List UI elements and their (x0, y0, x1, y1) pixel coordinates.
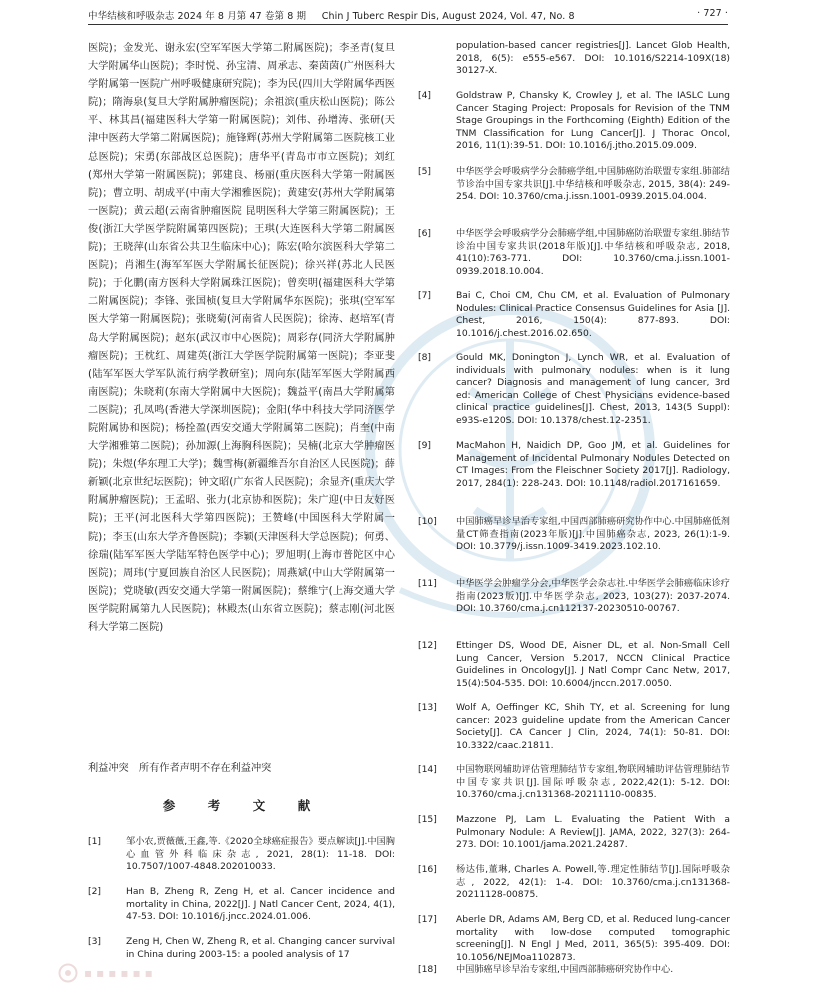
reference-number: [11] (418, 578, 437, 589)
reference-number: [3] (88, 936, 102, 947)
reference-number: [12] (418, 640, 437, 651)
reference-text: MacMahon H, Naidich DP, Goo JM, et al. Guidelines for Management of Incidental Pulmonary Nodules Detected on CT Images: From the Fleischner Society 2017[J]. Radiology, 2017, 284(1): 228-243. DOI: 10.1148/radiol.2017161659. (456, 440, 730, 489)
reference-item (88, 936, 395, 962)
reference-number: [14] (418, 764, 437, 775)
reference-number: [18] (418, 964, 437, 975)
reference-item (418, 516, 730, 578)
left-column (88, 40, 395, 962)
reference-text: Han B, Zheng R, Zeng H, et al. Cancer incidence and mortality in China, 2022[J]. J Natl Cancer Cent, 2024, 4(1), 47-53. DOI: 10.1016/j.jncc.2024.01.006. (126, 886, 395, 923)
reference-text: 邹小农,贾薇薇,王鑫,等.《2020全球癌症报告》要点解读[J].中国胸心血管外科临床杂志, 2021, 28(1): 11-18. DOI: 10.7507/1007-4848.202010033. (126, 836, 395, 873)
page-number: · 727 · (697, 8, 728, 19)
reference-number: [10] (418, 516, 437, 527)
reference-text: Bai C, Choi CM, Chu CM, et al. Evaluation of Pulmonary Nodules: Clinical Practice Consensus Guidelines for Asia [J]. Chest, 2016, 150(4): 877-893. DOI: 10.1016/j.chest.2016.02.650. (456, 290, 730, 339)
author-affiliations: 医院)；金发光、谢永宏(空军军医大学第二附属医院)；李圣青(复旦大学附属华山医院)；李时悦、孙宝清、周承志、秦茵茵(广州医科大学附属第一医院广州呼吸健康研究院)；李为民(四川大学附属华西医院)；隋海泉(复旦大学附属肿瘤医院)；余祖滨(重庆松山医院)；陈公平、林其昌(福建医科大学第一附属医院)；刘伟、孙增涛、张研(天津中医药大学第二附属医院)；施锋辉(苏州大学附属第二医院核工业总医院)；宋勇(东部战区总医院)；唐华平(青岛市市立医院)；刘红(郑州大学第一附属医院)；郭建良、杨丽(重庆医科大学第一附属医院)；曹立明、胡成平(中南大学湘雅医院)；黄建安(苏州大学附属第一医院)；黄云超(云南省肿瘤医院 昆明医科大学第三附属医院)；王俊(浙江大学医学院附属第四医院)；王琪(大连医科大学第二附属医院)；王晓萍(山东省公共卫生临床中心)；陈宏(哈尔滨医科大学第二医院)；肖湘生(海军军医大学附属长征医院)；徐兴祥(苏北人民医院)；于化鹏(南方医科大学附属珠江医院)；曾奕明(福建医科大学第二附属医院)；李锋、张国桢(复旦大学附属华东医院)；张琪(空军军医大学第一附属医院)；张晓菊(河南省人民医院)；徐涛、赵培军(青岛大学附属医院)；赵东(武汉市中心医院)；周彩存(同济大学附属肿瘤医院)；王枕红、周建英(浙江大学医学院附属第一医院)；李亚斐(陆军军医大学军队流行病学教研室)；周向东(陆军军医大学附属西南医院)；朱晓莉(东南大学附属中大医院)；魏益平(南昌大学附属第二医院)；孔凤鸣(香港大学深圳医院)；金阳(华中科技大学同济医学院附属协和医院)；杨拴盈(西安交通大学附属第二医院)；肖奎(中南大学湘雅第二医院)；孙加源(上海胸科医院)；吴楠(北京大学肿瘤医院)；朱煜(华东理工大学)；魏雪梅(新疆维吾尔自治区人民医院)；薛新颖(北京世纪坛医院)；钟文昭(广东省人民医院)；余显齐(重庆大学附属肿瘤医院)；王孟昭、张力(北京协和医院)；朱广迎(中日友好医院)；王平(河北医科大学第四医院)；王赞峰(中国医科大学附属一院)；李玉(山东大学齐鲁医院)；李颖(天津医科大学总医院)；何勇、徐瑞(陆军军医大学陆军特色医学中心)；罗旭明(上海市普陀区中心医院)；周玮(宁夏回族自治区人民医院)；周燕斌(中山大学附属第一医院)；党晓敏(西安交通大学第一附属医院)；蔡维宁(上海交通大学医学院附属第九人民医院)；林殿杰(山东省立医院)；蔡志刚(河北医科大学第二医院) (88, 43, 395, 633)
footer-journal-logo (58, 960, 248, 986)
reference-item (418, 864, 730, 914)
reference-text: Ettinger DS, Wood DE, Aisner DL, et al. Non-Small Cell Lung Cancer, Version 5.2017, NCCN Clinical Practice Guidelines in Oncology[J]. J Natl Compr Canc Netw, 2017, 15(4):504-535. DOI: 10.6004/jnccn.2017.0050. (456, 640, 730, 689)
right-column (418, 40, 730, 978)
reference-number: [16] (418, 864, 437, 875)
reference-number: [13] (418, 702, 437, 713)
reference-item (418, 702, 730, 764)
reference-number: [17] (418, 914, 437, 925)
reference-text: Gould MK, Donington J, Lynch WR, et al. Evaluation of individuals with pulmonary nodules: when is it lung cancer? Diagnosis and management of lung cancer, 3rd ed: American College of Chest Physicians evidence-based clinical practice guidelines[J]. Chest, 2013, 143(5 Suppl): e93S-e120S. DOI: 10.1378/chest.12-2351. (456, 352, 730, 426)
reference-item (418, 964, 730, 978)
conflict-of-interest: 利益冲突 所有作者声明不存在利益冲突 (88, 763, 272, 774)
journal-seal-icon (58, 963, 78, 983)
reference-item (418, 640, 730, 702)
reference-item (418, 440, 730, 516)
reference-text: Mazzone PJ, Lam L. Evaluating the Patient With a Pulmonary Nodule: A Review[J]. JAMA, 2022, 327(3): 264-273. DOI: 10.1001/jama.2021.24287. (456, 814, 730, 851)
reference-text: Goldstraw P, Chansky K, Crowley J, et al. The IASLC Lung Cancer Staging Project: Proposals for Revision of the TNM Stage Groupings in the Forthcoming (Eighth) Edition of the TNM Classification for Lung Cancer[J]. J Thorac Oncol, 2016, 11(1):39-51. DOI: 10.1016/j.jtho.2015.09.009. (456, 90, 730, 152)
footer-logo-text-icon: ▪▪▪▪▪▪ (84, 966, 157, 980)
reference-text: population-based cancer registries[J]. Lancet Glob Health, 2018, 6(5): e555-e567. DOI: 10.1016/S2214-109X(18) 30127-X. (456, 40, 730, 77)
reference-text: 中华医学会肿瘤学分会,中华医学会杂志社.中华医学会肺癌临床诊疗指南(2023版)[J].中华医学杂志, 2023, 103(27): 2037-2074. DOI: 10.3760/cma.j.cn112137-20230510-00767. (456, 578, 730, 615)
reference-item (418, 290, 730, 352)
journal-title-en: Chin J Tuberc Respir Dis, August 2024, Vol. 47, No. 8 (321, 11, 575, 22)
reference-item (418, 764, 730, 814)
reference-number: [6] (418, 228, 432, 239)
reference-text: 中国肺癌早诊早治专家组,中国西部肺癌研究协作中心.中国肺癌低剂量CT筛查指南(2023年版)[J].中国肺癌杂志, 2023, 26(1):1-9. DOI: 10.3779/j.issn.1009-3419.2023.102.10. (456, 516, 730, 553)
reference-number: [9] (418, 440, 432, 451)
reference-text: Aberle DR, Adams AM, Berg CD, et al. Reduced lung-cancer mortality with low-dose computed tomographic screening[J]. N Engl J Med, 2011, 365(5): 395-409. DOI: 10.1056/NEJMoa1102873. (456, 914, 730, 963)
reference-text: Wolf A, Oeffinger KC, Shih TY, et al. Screening for lung cancer: 2023 guideline update from the American Cancer Society[J]. CA Cancer J Clin, 2024, 74(1): 50-81. DOI: 10.3322/caac.21811. (456, 702, 730, 751)
reference-list-right (418, 40, 730, 978)
reference-item (88, 836, 395, 886)
reference-text: 中国肺癌早诊早治专家组,中国西部肺癌研究协作中心. (456, 964, 674, 975)
reference-text: 中华医学会呼吸病学分会肺癌学组,中国肺癌防治联盟专家组.肺部结节诊治中国专家共识[J].中华结核和呼吸杂志, 2015, 38(4): 249-254. DOI: 10.3760/cma.j.issn.1001-0939.2015.04.004. (456, 166, 730, 203)
reference-item (88, 886, 395, 936)
reference-item (418, 914, 730, 964)
reference-item (418, 40, 730, 90)
journal-title-cn: 中华结核和呼吸杂志 2024 年 8 月第 47 卷第 8 期 (88, 11, 307, 22)
reference-number: [5] (418, 166, 432, 177)
reference-item (418, 814, 730, 864)
reference-text: 杨达伟,董琳, Charles A. Powell,等.理定性肺结节[J].国际呼吸杂志, 2022, 42(1): 1-4. DOI: 10.3760/cma.j.cn131368-20211128-00875. (456, 864, 730, 901)
reference-number: [7] (418, 290, 432, 301)
reference-item (418, 578, 730, 640)
reference-number: [8] (418, 352, 432, 363)
reference-item (418, 90, 730, 166)
reference-text: 中国物联网辅助评估管理肺结节专家组,物联网辅助评估管理肺结节中国专家共识[J].国际呼吸杂志, 2022,42(1): 5-12. DOI: 10.3760/cma.j.cn131368-20211110-00835. (456, 764, 730, 801)
reference-number: [1] (88, 836, 102, 847)
reference-text: 中华医学会呼吸病学分会肺癌学组,中国肺癌防治联盟专家组.肺结节诊治中国专家共识(2018年版)[J].中华结核和呼吸杂志, 2018, 41(10):763-771. DOI: 10.3760/cma.j.issn.1001-0939.2018.10.004. (456, 228, 730, 277)
running-header (88, 8, 728, 22)
reference-item (418, 166, 730, 228)
reference-item (418, 228, 730, 290)
header-rule (88, 24, 728, 25)
reference-list-left (88, 836, 395, 962)
reference-number: [2] (88, 886, 102, 897)
reference-number (418, 40, 456, 90)
reference-item (418, 352, 730, 440)
references-heading: 参 考 文 献 (162, 798, 321, 813)
reference-text: Zeng H, Chen W, Zheng R, et al. Changing cancer survival in China during 2003-15: a pooled analysis of 17 (126, 936, 395, 960)
reference-number: [15] (418, 814, 437, 825)
reference-number: [4] (418, 90, 432, 101)
